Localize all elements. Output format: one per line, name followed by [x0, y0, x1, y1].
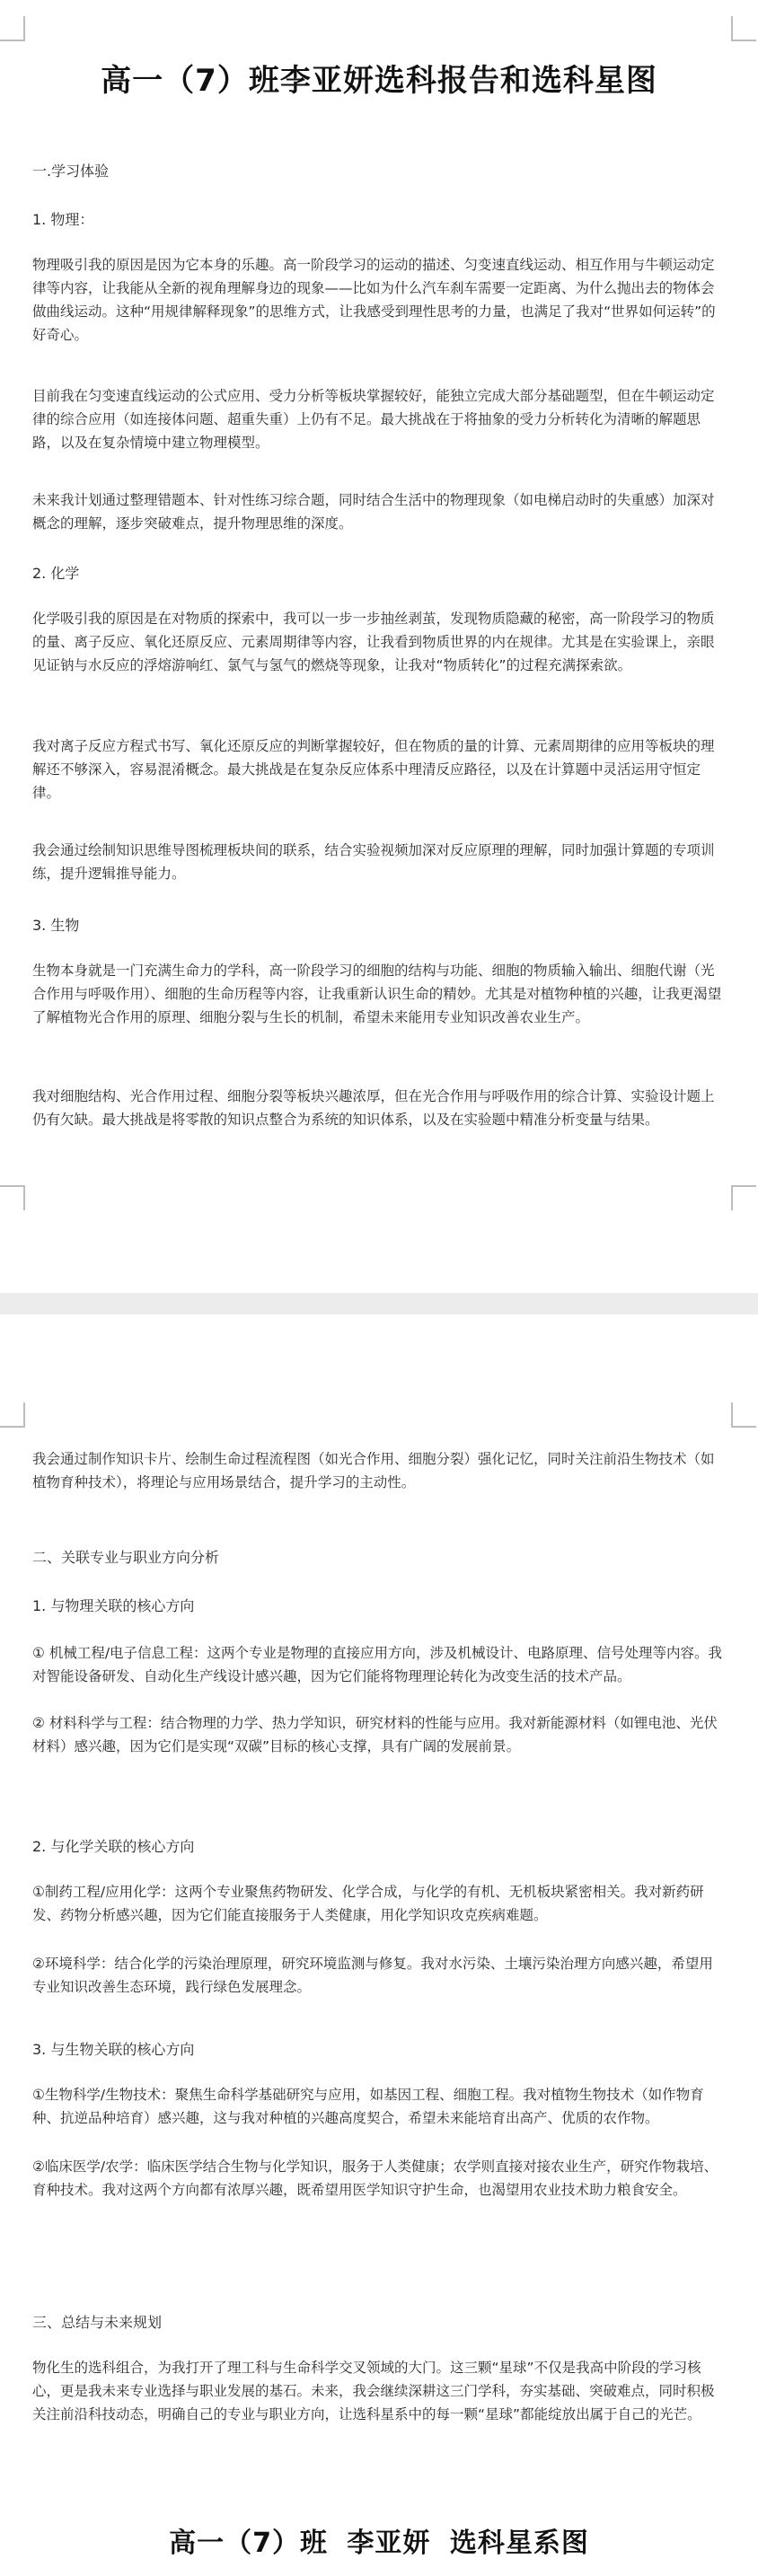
- document-page-2: [0, 1314, 758, 2576]
- page-separator: [0, 1293, 758, 1314]
- document-title: 高一（7）班李亚妍选科报告和选科星图: [101, 63, 657, 99]
- page-corner-mark: [731, 1185, 756, 1210]
- paragraph: 我对细胞结构、光合作用过程、细胞分裂等板块兴趣浓厚，但在光合作用与呼吸作用的综合计算、实验设计题上仍有欠缺。最大挑战是将零散的知识点整合为系统的知识体系，以及在实验题中精准分析变量与结果。: [32, 1088, 715, 1128]
- paragraph: 化学吸引我的原因是在对物质的探索中，我可以一步一步抽丝剥茧，发现物质隐藏的秘密，高一阶段学习的物质的量、离子反应、氧化还原反应、元素周期律等内容，让我看到物质世界的内在规律。尤其是在实验课上，亲眼见证钠与水反应的浮熔游响红、氯气与氢气的燃烧等现象，让我对“物质转化”的过程充满探索欲。: [32, 611, 715, 673]
- subheading-biology-majors: 3. 与生物关联的核心方向: [32, 2041, 195, 2058]
- star-map-title: 高一（7）班 李亚妍 选科星系图: [169, 2528, 589, 2559]
- list-item: ②环境科学：结合化学的污染治理原理，研究环境监测与修复。我对水污染、土壤污染治理方向感兴趣，希望用专业知识改善生态环境，践行绿色发展理念。: [32, 1956, 713, 1995]
- paragraph: 我会通过制作知识卡片、绘制生命过程流程图（如光合作用、细胞分裂）强化记忆，同时关注前沿生物技术（如植物育种技术），将理论与应用场景结合，提升学习的主动性。: [32, 1451, 715, 1490]
- list-item: ①生物科学/生物技术：聚焦生命科学基础研究与应用，如基因工程、细胞工程。我对植物生物技术（如作物育种、抗逆品种培育）感兴趣，这与我对种植的兴趣高度契合，希望未来能培育出高产、优质的农作物。: [32, 2087, 704, 2126]
- page-corner-mark: [731, 16, 756, 41]
- page-corner-mark: [0, 16, 25, 41]
- paragraph: 生物本身就是一门充满生命力的学科，高一阶段学习的细胞的结构与功能、细胞的物质输入输出、细胞代谢（光合作用与呼吸作用）、细胞的生命历程等内容，让我重新认识生命的精妙。尤其是对植物种植的兴趣，让我更渴望了解植物光合作用的原理、细胞分裂与生长的机制，希望未来能用专业知识改善农业生产。: [32, 963, 722, 1025]
- subheading-chemistry-majors: 2. 与化学关联的核心方向: [32, 1838, 195, 1855]
- page-corner-mark: [731, 1402, 756, 1428]
- section-heading-majors: 二、关联专业与职业方向分析: [32, 1549, 220, 1566]
- subheading-physics: 1. 物理：: [32, 211, 94, 228]
- paragraph: 我对离子反应方程式书写、氧化还原反应的判断掌握较好，但在物质的量的计算、元素周期律的应用等板块的理解还不够深入，容易混淆概念。最大挑战是在复杂反应体系中理清反应路径，以及在计算题中灵活运用守恒定律。: [32, 738, 715, 801]
- subheading-physics-majors: 1. 与物理关联的核心方向: [32, 1597, 195, 1614]
- paragraph: 我会通过绘制知识思维导图梳理板块间的联系，结合实验视频加深对反应原理的理解，同时加强计算题的专项训练，提升逻辑推导能力。: [32, 842, 715, 882]
- subheading-biology: 3. 生物: [32, 917, 80, 934]
- paragraph: 目前我在匀变速直线运动的公式应用、受力分析等板块掌握较好，能独立完成大部分基础题型，但在牛顿运动定律的综合应用（如连接体问题、超重失重）上仍有不足。最大挑战在于将抽象的受力分析转化为清晰的解题思路，以及在复杂情境中建立物理模型。: [32, 388, 715, 451]
- list-item: ① 机械工程/电子信息工程：这两个专业是物理的直接应用方向，涉及机械设计、电路原理、信号处理等内容。我对智能设备研发、自动化生产线设计感兴趣，因为它们能将物理理论转化为改变生活的技术产品。: [32, 1645, 723, 1684]
- section-heading-learning: 一.学习体验: [32, 163, 110, 180]
- list-item: ①制药工程/应用化学：这两个专业聚焦药物研发、化学合成，与化学的有机、无机板块紧密相关。我对新药研发、药物分析感兴趣，因为它们能直接服务于人类健康，用化学知识攻克疾病难题。: [32, 1884, 704, 1923]
- paragraph: 未来我计划通过整理错题本、针对性练习综合题，同时结合生活中的物理现象（如电梯启动时的失重感）加深对概念的理解，逐步突破难点，提升物理思维的深度。: [32, 492, 715, 532]
- section-heading-summary: 三、总结与未来规划: [32, 2314, 163, 2331]
- page-corner-mark: [0, 1402, 25, 1428]
- paragraph: 物化生的选科组合，为我打开了理工科与生命科学交叉领域的大门。这三颗“星球”不仅是我高中阶段的学习核心，更是我未来专业选择与职业发展的基石。未来，我会继续深耕这三门学科，夯实基础、突破难点，同时积极关注前沿科技动态，明确自己的专业与职业方向，让选科星系中的每一颗“星球”都能绽放出属于自己的光芒。: [32, 2360, 715, 2422]
- list-item: ② 材料科学与工程：结合物理的力学、热力学知识，研究材料的性能与应用。我对新能源材料（如锂电池、光伏材料）感兴趣，因为它们是实现“双碳”目标的核心支撑，具有广阔的发展前景。: [32, 1715, 718, 1754]
- list-item: ②临床医学/农学：临床医学结合生物与化学知识，服务于人类健康；农学则直接对接农业生产，研究作物栽培、育种技术。我对这两个方向都有浓厚兴趣，既希望用医学知识守护生命，也渴望用农业技术助力粮食安全。: [32, 2158, 718, 2198]
- page-corner-mark: [0, 1185, 25, 1210]
- paragraph: 物理吸引我的原因是因为它本身的乐趣。高一阶段学习的运动的描述、匀变速直线运动、相互作用与牛顿运动定律等内容，让我能从全新的视角理解身边的现象——比如为什么汽车刹车需要一定距离、为什么抛出去的物体会做曲线运动。这种“用规律解释现象”的思维方式，让我感受到理性思考的力量，也满足了我对“世界如何运转”的好奇心。: [32, 257, 716, 343]
- subheading-chemistry: 2. 化学: [32, 565, 80, 582]
